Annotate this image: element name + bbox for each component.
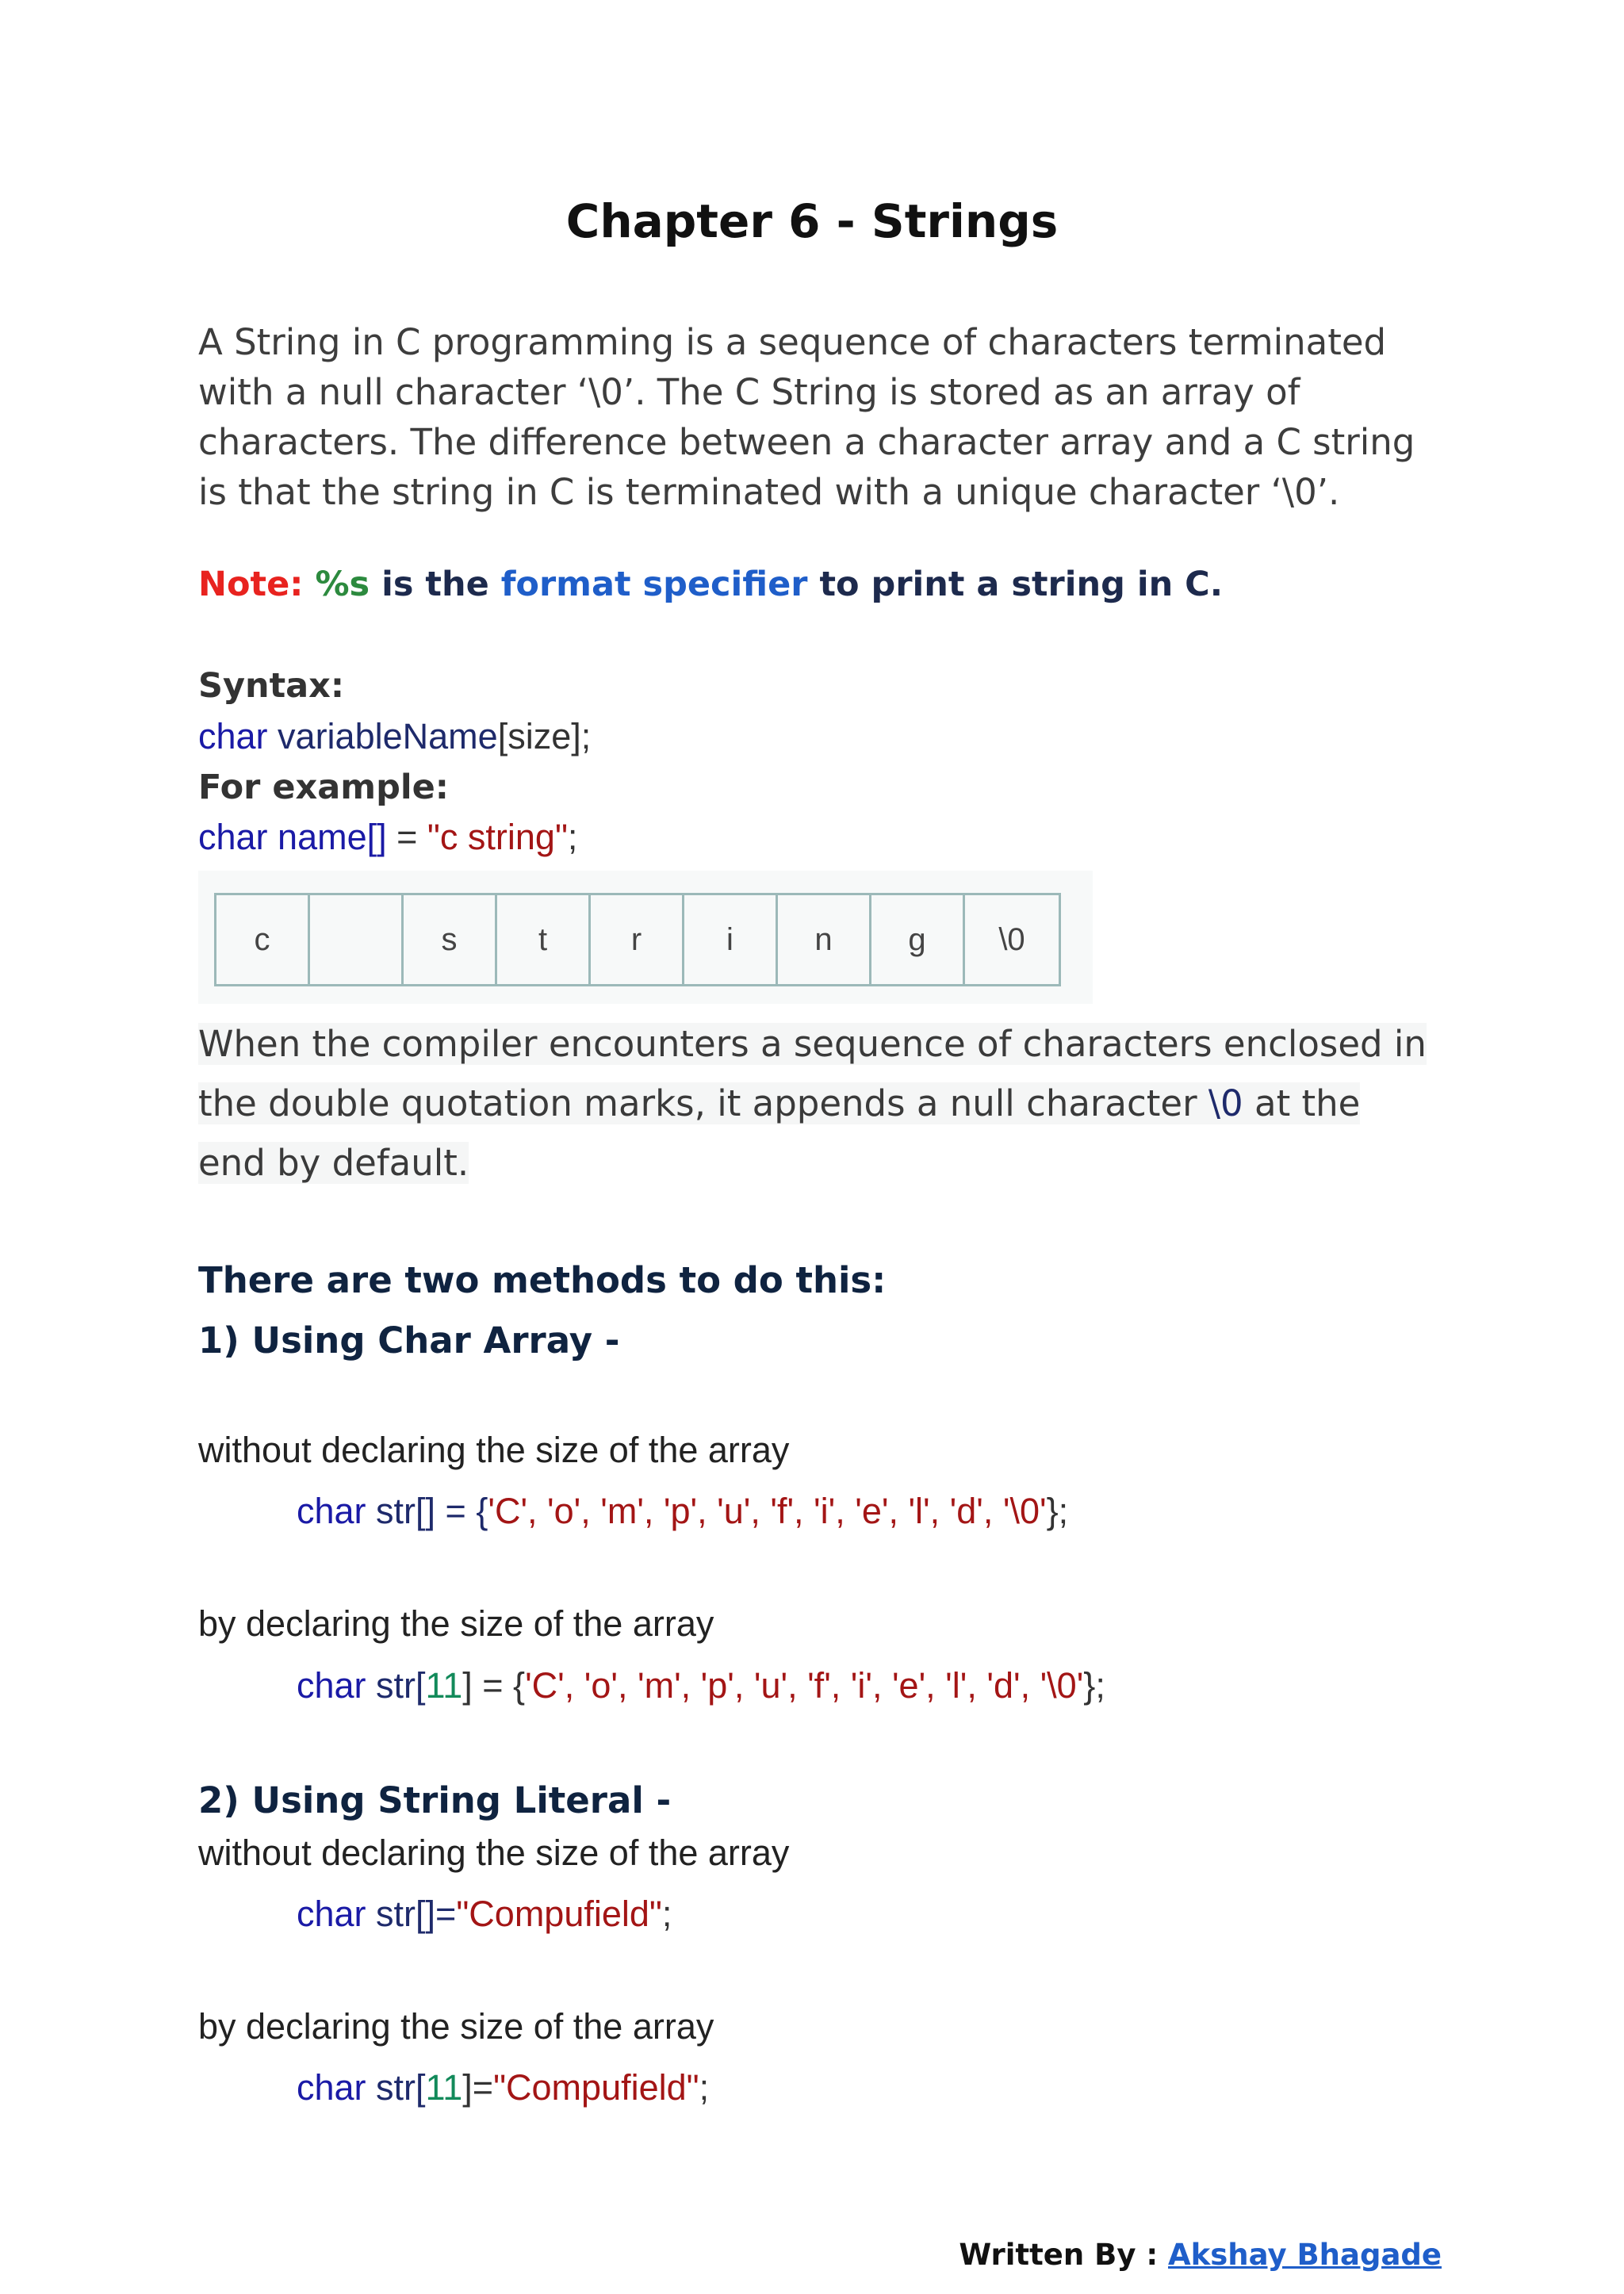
string-cell: c (216, 895, 310, 984)
compiler-line-3: end by default. (198, 1142, 469, 1184)
string-cell: \0 (998, 921, 1025, 957)
note-specifier: %s (315, 565, 370, 604)
string-cell: g (871, 895, 965, 984)
method2-code2: char str[11]="Compufield"; (297, 2067, 710, 2108)
page-title: Chapter 6 - Strings (565, 194, 1059, 248)
intro-line-3: characters. The difference between a character array and a C string (198, 421, 1415, 463)
compiler-line-2: the double quotation marks, it appends a null character \0 at the (198, 1082, 1361, 1124)
note-end: to print a string in C. (807, 565, 1224, 604)
method2-without-label: without declaring the size of the array (198, 1833, 790, 1873)
author-link[interactable]: Akshay Bhagade (1168, 2238, 1442, 2272)
string-cell: n (778, 895, 871, 984)
methods-heading: There are two methods to do this: (198, 1259, 887, 1301)
note (198, 565, 1223, 604)
note-term: format specifier (500, 565, 808, 604)
example-code: char name[] = "c string"; (198, 817, 578, 857)
footer (959, 2238, 1442, 2272)
intro-line-2: with a null character ‘\0’. The C String is stored as an array of (198, 371, 1300, 413)
compiler-line-1: When the compiler encounters a sequence of characters enclosed in (198, 1023, 1427, 1065)
method1-code2: char str[11] = {'C', 'o', 'm', 'p', 'u', 'f', 'i', 'e', 'l', 'd', '\0'}; (297, 1665, 1105, 1706)
string-cell (310, 895, 404, 984)
method1-code1: char str[] = {'C', 'o', 'm', 'p', 'u', 'f', 'i', 'e', 'l', 'd', '\0'}; (297, 1491, 1069, 1531)
method2-heading: 2) Using String Literal - (198, 1779, 672, 1821)
intro-line-4: is that the string in C is terminated with a unique character ‘\0’. (198, 471, 1340, 513)
method2-code1: char str[]="Compufield"; (297, 1894, 672, 1934)
method1-with-label: by declaring the size of the array (198, 1603, 714, 1644)
syntax-label: Syntax: (198, 666, 345, 706)
footer-label: Written By : (959, 2238, 1169, 2272)
string-cell: t (497, 895, 591, 984)
method1-heading: 1) Using Char Array - (198, 1319, 620, 1361)
intro-line-1: A String in C programming is a sequence of characters terminated (198, 321, 1387, 363)
note-label: Note: (198, 565, 304, 604)
string-array-diagram (198, 871, 1093, 1004)
string-cells (214, 893, 1061, 986)
note-mid: is the (370, 565, 501, 604)
syntax-code: char variableName[size]; (198, 716, 592, 756)
string-cell: i (684, 895, 778, 984)
example-label: For example: (198, 768, 449, 807)
string-cell: r (591, 895, 684, 984)
method2-with-label: by declaring the size of the array (198, 2006, 714, 2047)
string-cell: s (404, 895, 497, 984)
method1-without-label: without declaring the size of the array (198, 1430, 790, 1470)
